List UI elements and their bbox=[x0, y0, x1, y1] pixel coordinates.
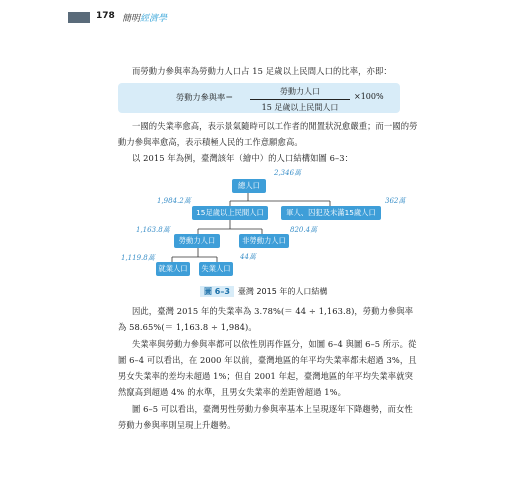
node-unemployed: 失業人口 bbox=[199, 262, 233, 276]
node-non-labor-force: 非勞動力人口 bbox=[239, 234, 289, 248]
node-military-prisoners-minors: 軍人、囚犯及未滿15歲人口 bbox=[281, 206, 381, 220]
figure-caption-tag: 圖 6–3 bbox=[200, 286, 234, 297]
formula-numerator: 勞動力人口 bbox=[250, 86, 350, 100]
node-civilian-15-plus: 15足歲以上民間人口 bbox=[192, 206, 268, 220]
annotation-civilian-15-plus: 1,984.2萬 bbox=[157, 197, 191, 205]
annotation-military: 362萬 bbox=[385, 197, 406, 205]
annotation-non-labor-force: 820.4萬 bbox=[290, 226, 318, 234]
formula-rhs: ×100% bbox=[354, 92, 384, 101]
paragraph-unemployment: 一國的失業率愈高，表示景氣隨時可以工作者的閒置狀況愈嚴重；而一國的勞動力參與率愈高，表示積極人民的工作意願愈高。 bbox=[118, 121, 418, 147]
book-title-prefix: 簡明 bbox=[122, 14, 141, 24]
paragraph-gender-unemployment: 失業率與勞動力參與率都可以依性別再作區分，如圖 6–4 與圖 6–5 所示。從圖 6–4 可以看出，在 2000 年以前，臺灣地區的年平均失業率都未超過 3%，且男女失業率的差均未超過 1%；但自 2001 年起，臺灣地區的年平均失業率就突然竄高到超過 4% 的水準，且男女失業率的差距曾超過 1%。 bbox=[118, 339, 417, 397]
figure-caption bbox=[200, 286, 327, 297]
annotation-total: 2,346萬 bbox=[274, 169, 302, 177]
annotation-labor-force: 1,163.8萬 bbox=[136, 226, 170, 234]
figure-caption-text: 臺灣 2015 年的人口結構 bbox=[237, 287, 328, 296]
formula-denominator: 15 足歲以上民間人口 bbox=[261, 103, 339, 112]
paragraph-example-intro: 以 2015 年為例，臺灣該年（繪中）的人口結構如圖 6–3： bbox=[132, 153, 354, 163]
formula-lhs: 勞動力參與率＝ bbox=[176, 92, 234, 102]
book-title-accent: 經濟學 bbox=[140, 14, 168, 24]
intro-paragraph: 而勞動力參與率為勞動力人口占 15 足歲以上民間人口的比率，亦即： bbox=[132, 66, 392, 76]
paragraph-gender-participation: 圖 6–5 可以看出，臺灣男性勞動力參與率基本上呈現逐年下降趨勢，而女性勞動力參與率則呈現上升趨勢。 bbox=[118, 404, 413, 430]
page-number: 178 bbox=[96, 11, 115, 21]
node-employed: 就業人口 bbox=[156, 262, 190, 276]
annotation-unemployed: 44萬 bbox=[240, 253, 256, 261]
annotation-employed: 1,119.8萬 bbox=[121, 254, 155, 262]
node-total-population: 總人口 bbox=[232, 179, 266, 193]
node-labor-force: 勞動力人口 bbox=[174, 234, 220, 248]
paragraph-rates-result: 因此，臺灣 2015 年的失業率為 3.78%(＝ 44 ÷ 1,163.8)，勞動力參與率為 58.65%(＝ 1,163.8 ÷ 1,984)。 bbox=[118, 306, 414, 332]
